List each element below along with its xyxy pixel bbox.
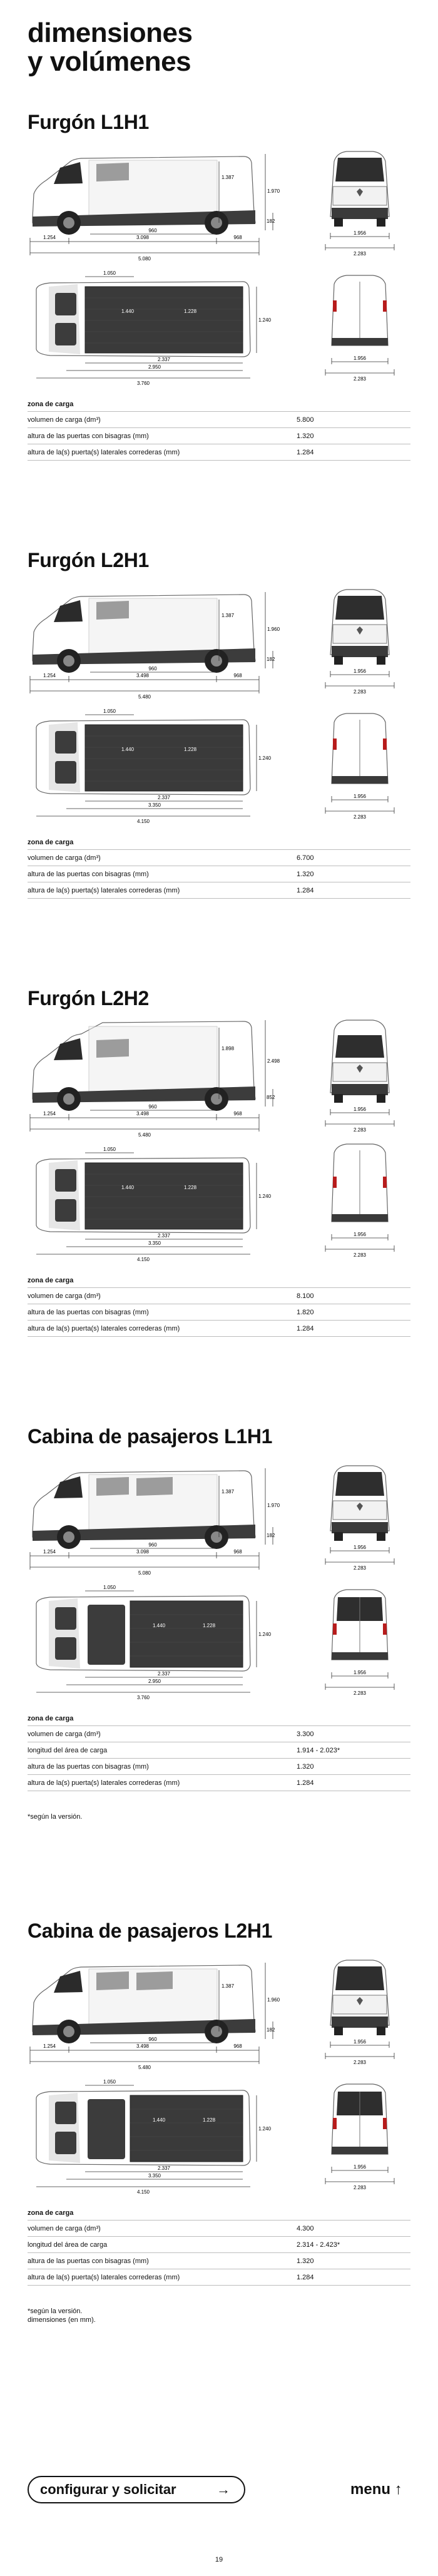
dim-rear-mirrors: 2.283 [353,1252,367,1258]
spec-value: 1.820 [297,1309,314,1316]
dim-b: 1.228 [184,309,197,314]
dim-front-mirrors: 2.283 [353,251,367,257]
dim-max-length: 2.950 [148,364,161,370]
dim-front-overhang: 1.254 [43,1111,56,1117]
rear-view-figure [309,2077,410,2195]
dim-load-floor: 960 [148,1542,157,1548]
dim-front-mirrors: 2.283 [353,1565,367,1571]
spec-value: 1.284 [297,1325,314,1332]
dim-roof: 1.387 [222,1983,235,1989]
top-view-figure [28,1582,278,1701]
section-title: Furgón L2H2 [28,987,150,1009]
rear-view-figure [309,1144,410,1263]
table-row [28,1775,410,1791]
dim-width: 1.240 [258,2126,272,2132]
menu-button[interactable]: menu ↑ [350,2481,402,2498]
section-cabina-l1h1 [28,1424,410,1888]
dim-width: 1.240 [258,1193,272,1199]
van-top-view [28,1582,278,1701]
dim-front-mirrors: 2.283 [353,689,367,695]
dim-width: 1.240 [258,1632,272,1637]
dim-front-width: 1.956 [353,230,367,236]
spec-value: 6.700 [297,854,314,862]
spec-label: altura de las puertas con bisagras (mm) [28,1309,149,1316]
dim-front-width: 1.956 [353,668,367,674]
section-furgon-l1h1 [28,110,410,504]
page-number: 19 [215,2556,223,2563]
dim-rear-width: 1.956 [353,355,367,361]
front-view-figure [309,1951,410,2070]
specs-header: zona de carga [28,1273,410,1288]
dim-b: 1.228 [203,1623,216,1628]
front-view-figure [309,1019,410,1138]
side-view-figure [28,1457,278,1576]
van-rear-view [309,2077,410,2195]
van-front-view [309,1019,410,1138]
dim-rear-overhang: 968 [233,673,242,678]
footnote-line: *según la versión. [28,2308,83,2315]
dim-load-floor: 960 [148,2037,157,2042]
rear-view-figure [309,268,410,387]
dim-max-length: 3.350 [148,1240,161,1246]
dim-rear-width: 1.956 [353,794,367,799]
van-top-view [28,1144,278,1263]
dim-height: 1.960 [267,1997,280,2003]
spec-value: 1.284 [297,1779,314,1787]
spec-label: altura de la(s) puerta(s) laterales correderas (mm) [28,887,180,894]
side-view-figure [28,1951,278,2070]
page-title-line-2: y volúmenes [28,46,191,77]
specs-table [28,2205,410,2286]
spec-label: altura de la(s) puerta(s) laterales correderas (mm) [28,1779,180,1787]
dim-a: 1.440 [121,309,135,314]
van-front-view [309,581,410,700]
van-side-view [28,1457,278,1576]
configure-button[interactable] [28,2476,245,2503]
dim-rear-overhang: 968 [233,1549,242,1555]
dim-top-width: 1.050 [103,1585,116,1590]
section-title: Furgón L1H1 [28,111,150,133]
table-row [28,428,410,444]
arrow-right-icon: → [216,2481,230,2497]
dim-a: 1.440 [153,1623,166,1628]
table-row [28,1288,410,1304]
dim-rear-mirrors: 2.283 [353,376,367,382]
van-top-view [28,2077,278,2195]
spec-label: volumen de carga (dm³) [28,854,101,862]
dim-front-width: 1.956 [353,1545,367,1550]
spec-label: altura de la(s) puerta(s) laterales correderas (mm) [28,1325,180,1332]
specs-header: zona de carga [28,1711,410,1726]
footnote-line: dimensiones (en mm). [28,2316,96,2324]
van-top-view [28,706,278,825]
dim-roof: 1.898 [222,1046,235,1051]
specs-header: zona de carga [28,835,410,850]
dim-front-overhang: 1.254 [43,673,56,678]
dim-total-length: 5.480 [138,2065,151,2070]
dim-rear-mirrors: 2.283 [353,2185,367,2190]
van-rear-view [309,268,410,387]
dim-top-width: 1.050 [103,1147,116,1152]
dim-b: 1.228 [203,2117,216,2123]
section-title: Furgón L2H1 [28,549,150,571]
rear-view-figure [309,1582,410,1701]
dim-clearance: 182 [267,1533,275,1538]
dim-front-overhang: 1.254 [43,235,56,240]
dim-rear-mirrors: 2.283 [353,814,367,820]
dim-folded-length: 4.150 [136,819,150,824]
spec-label: volumen de carga (dm³) [28,2225,101,2232]
table-row [28,882,410,899]
front-view-figure [309,143,410,262]
table-row [28,444,410,461]
dim-a: 1.440 [153,2117,166,2123]
side-view-figure [28,1019,278,1138]
footnote-line: *según la versión. [28,1813,83,1821]
spec-value: 1.284 [297,887,314,894]
dim-rear-overhang: 968 [233,1111,242,1117]
section-cabina-l2h1 [28,1919,410,2420]
table-row [28,1759,410,1775]
dim-width: 1.240 [258,317,272,323]
table-row [28,1304,410,1321]
dim-wheelbase: 3.498 [136,673,150,678]
dim-load-floor: 960 [148,666,157,672]
table-row [28,2237,410,2253]
dim-front-mirrors: 2.283 [353,2060,367,2065]
van-top-view [28,268,278,387]
dim-load-length: 2.337 [157,1671,171,1677]
dim-height: 2.498 [267,1058,280,1064]
side-view-figure [28,143,278,262]
section-furgon-l2h2 [28,986,410,1381]
dim-a: 1.440 [121,1185,135,1190]
section-title: Cabina de pasajeros L2H1 [28,1919,273,1942]
van-front-view [309,1951,410,2070]
side-view-figure [28,581,278,700]
top-view-figure [28,2077,278,2195]
spec-value: 8.100 [297,1292,314,1300]
dim-load-length: 2.337 [157,1233,171,1239]
spec-label: altura de la(s) puerta(s) laterales correderas (mm) [28,449,180,456]
dim-front-mirrors: 2.283 [353,1127,367,1133]
dim-width: 1.240 [258,755,272,761]
spec-value: 2.314 - 2.423* [297,2241,340,2249]
table-row [28,1321,410,1337]
dim-rear-width: 1.956 [353,1232,367,1237]
dim-folded-length: 4.150 [136,1257,150,1262]
dim-load-length: 2.337 [157,795,171,800]
dim-b: 1.228 [184,747,197,752]
spec-value: 5.800 [297,416,314,424]
van-side-view [28,581,278,700]
front-view-figure [309,1457,410,1576]
dim-b: 1.228 [184,1185,197,1190]
table-row [28,2221,410,2237]
page-title-line-1: dimensiones [28,18,193,48]
dim-roof: 1.387 [222,1489,235,1495]
table-row [28,1726,410,1742]
dim-top-width: 1.050 [103,708,116,714]
spec-value: 1.914 - 2.023* [297,1747,340,1754]
van-rear-view [309,706,410,825]
spec-label: altura de las puertas con bisagras (mm) [28,1763,149,1771]
van-rear-view [309,1144,410,1263]
dim-load-floor: 960 [148,1104,157,1110]
dim-clearance: 182 [267,2027,275,2033]
dim-clearance: 852 [267,1095,275,1100]
section-title: Cabina de pasajeros L1H1 [28,1425,273,1448]
spec-value: 1.284 [297,2274,314,2281]
table-row [28,866,410,882]
specs-table [28,1711,410,1791]
van-front-view [309,143,410,262]
dim-front-overhang: 1.254 [43,1549,56,1555]
van-side-view [28,143,278,262]
spec-value: 1.320 [297,2257,314,2265]
dim-total-length: 5.480 [138,1132,151,1138]
dim-wheelbase: 3.098 [136,1549,150,1555]
dim-height: 1.970 [267,188,280,194]
top-view-figure [28,268,278,387]
spec-label: volumen de carga (dm³) [28,1292,101,1300]
specs-table [28,1273,410,1337]
dim-front-overhang: 1.254 [43,2043,56,2049]
specs-header: zona de carga [28,397,410,412]
dim-rear-mirrors: 2.283 [353,1690,367,1696]
dim-rear-overhang: 968 [233,235,242,240]
dim-total-length: 5.080 [138,1570,151,1576]
van-side-view [28,1019,278,1138]
spec-value: 1.320 [297,871,314,878]
specs-table [28,397,410,461]
spec-label: altura de las puertas con bisagras (mm) [28,432,149,440]
dim-front-width: 1.956 [353,1107,367,1112]
spec-value: 1.320 [297,432,314,440]
table-row [28,1742,410,1759]
dim-max-length: 3.350 [148,802,161,808]
dim-load-length: 2.337 [157,2165,171,2171]
spec-label: longitud del área de carga [28,1747,108,1754]
dim-clearance: 182 [267,218,275,224]
dim-total-length: 5.480 [138,694,151,700]
dim-front-width: 1.956 [353,2039,367,2045]
table-row [28,2253,410,2269]
dim-clearance: 182 [267,657,275,662]
dim-wheelbase: 3.098 [136,235,150,240]
spec-label: altura de las puertas con bisagras (mm) [28,2257,149,2265]
van-front-view [309,1457,410,1576]
page-title [28,19,192,76]
section-furgon-l2h1 [28,548,410,943]
specs-header: zona de carga [28,2205,410,2221]
dim-folded-length: 3.760 [136,1695,150,1700]
spec-label: volumen de carga (dm³) [28,1730,101,1738]
van-rear-view [309,1582,410,1701]
dim-a: 1.440 [121,747,135,752]
dim-load-length: 2.337 [157,357,171,362]
dim-height: 1.970 [267,1503,280,1508]
front-view-figure [309,581,410,700]
dim-rear-overhang: 968 [233,2043,242,2049]
dim-total-length: 5.080 [138,256,151,262]
configure-button-label: configurar y solicitar [40,2481,176,2497]
footnote [28,1812,82,1821]
top-view-figure [28,706,278,825]
dim-max-length: 2.950 [148,1679,161,1684]
rear-view-figure [309,706,410,825]
dim-rear-width: 1.956 [353,1670,367,1675]
spec-label: altura de las puertas con bisagras (mm) [28,871,149,878]
spec-label: altura de la(s) puerta(s) laterales correderas (mm) [28,2274,180,2281]
dim-top-width: 1.050 [103,270,116,276]
dim-height: 1.960 [267,626,280,632]
top-view-figure [28,1144,278,1263]
dim-load-floor: 960 [148,228,157,233]
dim-top-width: 1.050 [103,2079,116,2085]
table-row [28,850,410,866]
spec-label: longitud del área de carga [28,2241,108,2249]
dim-wheelbase: 3.498 [136,2043,150,2049]
spec-value: 1.320 [297,1763,314,1771]
table-row [28,412,410,428]
dim-rear-width: 1.956 [353,2164,367,2170]
dim-roof: 1.387 [222,175,235,180]
dim-folded-length: 4.150 [136,2189,150,2195]
spec-value: 3.300 [297,1730,314,1738]
specs-table [28,835,410,899]
van-side-view [28,1951,278,2070]
table-row [28,2269,410,2286]
spec-value: 1.284 [297,449,314,456]
footnote [28,2307,96,2324]
spec-value: 4.300 [297,2225,314,2232]
dim-wheelbase: 3.498 [136,1111,150,1117]
spec-label: volumen de carga (dm³) [28,416,101,424]
dim-roof: 1.387 [222,613,235,618]
dim-folded-length: 3.760 [136,381,150,386]
dim-max-length: 3.350 [148,2173,161,2179]
